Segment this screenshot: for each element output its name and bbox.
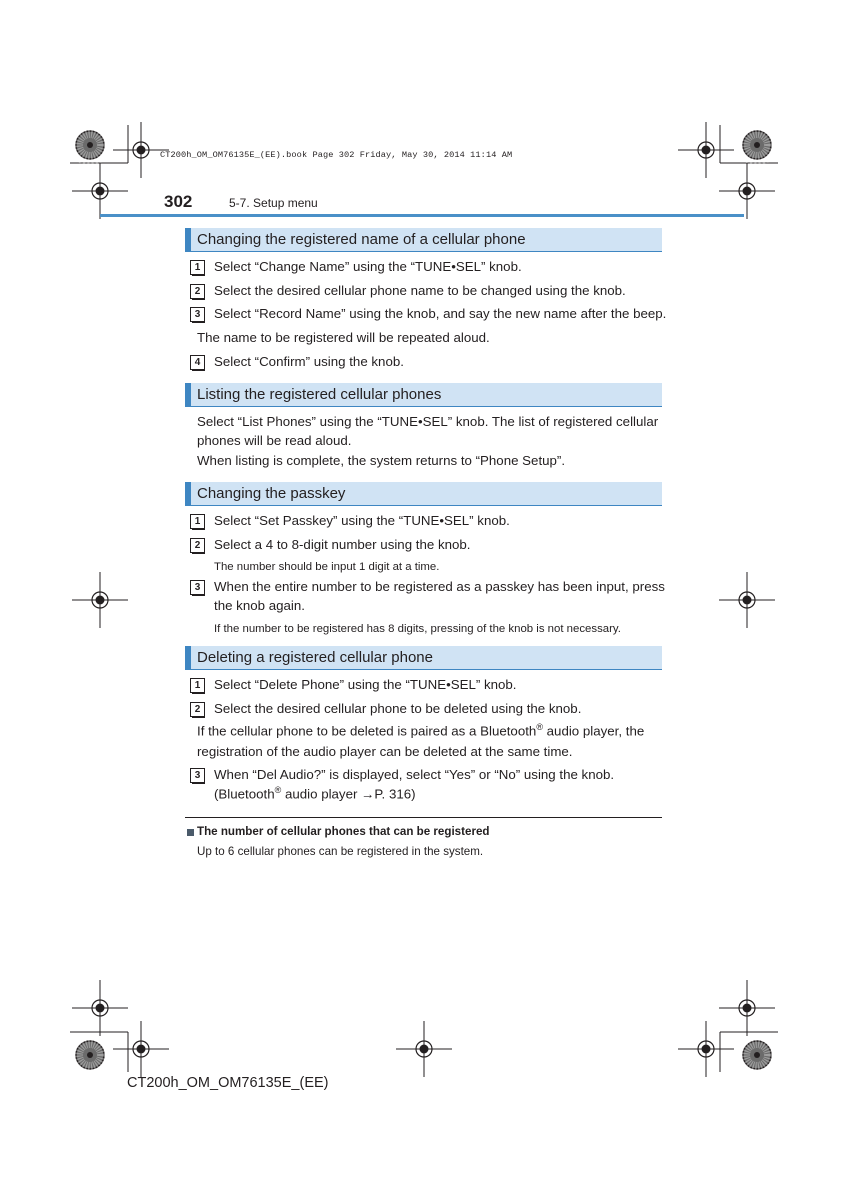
step-number: 2: [190, 284, 205, 299]
step-number: 1: [190, 260, 205, 275]
sunburst-mark-top-left: [76, 131, 104, 159]
crosshair-mark: [719, 163, 775, 219]
small-note: The number should be input 1 digit at a time.: [214, 561, 440, 573]
step-number: 2: [190, 702, 205, 717]
sunburst-mark-bottom-left: [76, 1041, 104, 1069]
step-text: Select the desired cellular phone to be deleted using the knob.: [214, 701, 582, 716]
paragraph: registration of the audio player can be deleted at the same time.: [197, 744, 573, 759]
section-heading-text: Deleting a registered cellular phone: [197, 649, 433, 666]
section-heading-passkey: [185, 482, 662, 506]
paragraph: If the cellular phone to be deleted is paired as a Bluetooth® audio player, the: [197, 722, 645, 739]
step-text: Select the desired cellular phone name to be changed using the knob.: [214, 283, 626, 298]
paragraph: Select “List Phones” using the “TUNE•SEL” knob. The list of registered cellular: [197, 414, 659, 429]
step-number: 1: [190, 514, 205, 529]
step-number: 1: [190, 678, 205, 693]
square-bullet-icon: [187, 829, 194, 836]
footnote-text: Up to 6 cellular phones can be registered in the system.: [197, 845, 484, 858]
section-heading-text: Listing the registered cellular phones: [197, 386, 442, 403]
small-note: If the number to be registered has 8 digits, pressing of the knob is not necessary.: [214, 623, 621, 635]
sunburst-mark-top-right: [743, 131, 771, 159]
step-text: When the entire number to be registered as a passkey has been input, press: [214, 579, 665, 594]
section-title: 5-7. Setup menu: [229, 196, 318, 210]
step-number: 4: [190, 355, 205, 370]
paragraph: phones will be read aloud.: [197, 433, 352, 448]
divider: [185, 817, 662, 818]
section-heading-delete-phone: [185, 646, 662, 670]
step-number: 3: [190, 768, 205, 783]
step-text: Select “Set Passkey” using the “TUNE•SEL” knob.: [214, 513, 510, 528]
crosshair-mark: [72, 572, 128, 628]
step-text: Select “Change Name” using the “TUNE•SEL” knob.: [214, 259, 522, 274]
sunburst-mark-bottom-right: [743, 1041, 771, 1069]
crosshair-mark: [113, 1021, 169, 1077]
section-heading-change-name: [185, 228, 662, 252]
paragraph: The name to be registered will be repeated aloud.: [197, 330, 490, 345]
crosshair-mark: [678, 122, 734, 178]
step-text-continued: the knob again.: [214, 598, 305, 613]
step-text: Select “Confirm” using the knob.: [214, 354, 404, 369]
step-number: 3: [190, 580, 205, 595]
header-rule: [100, 214, 744, 217]
section-heading-list-phones: [185, 383, 662, 407]
page-number: 302: [164, 192, 193, 211]
section-heading-text: Changing the passkey: [197, 485, 346, 502]
crosshair-mark: [678, 1021, 734, 1077]
crosshair-mark: [72, 980, 128, 1036]
footnote-title: The number of cellular phones that can be registered: [197, 825, 490, 838]
section-heading-text: Changing the registered name of a cellular phone: [197, 231, 526, 248]
crosshair-mark: [396, 1021, 452, 1077]
step-text: When “Del Audio?” is displayed, select “Yes” or “No” using the knob.: [214, 767, 615, 782]
step-text-continued: (Bluetooth® audio player →P. 316): [214, 785, 416, 802]
step-text: Select “Record Name” using the knob, and say the new name after the beep.: [214, 306, 667, 321]
step-number: 3: [190, 307, 205, 322]
step-text: Select “Delete Phone” using the “TUNE•SEL” knob.: [214, 677, 517, 692]
crosshair-mark: [719, 572, 775, 628]
crosshair-mark: [719, 980, 775, 1036]
print-header: CT200h_OM_OM76135E_(EE).book Page 302 Friday, May 30, 2014 11:14 AM: [160, 150, 513, 160]
page-footer: CT200h_OM_OM76135E_(EE): [127, 1075, 329, 1091]
crosshair-mark: [72, 163, 128, 219]
paragraph: When listing is complete, the system returns to “Phone Setup”.: [197, 453, 566, 468]
step-number: 2: [190, 538, 205, 553]
step-text: Select a 4 to 8-digit number using the knob.: [214, 537, 471, 552]
